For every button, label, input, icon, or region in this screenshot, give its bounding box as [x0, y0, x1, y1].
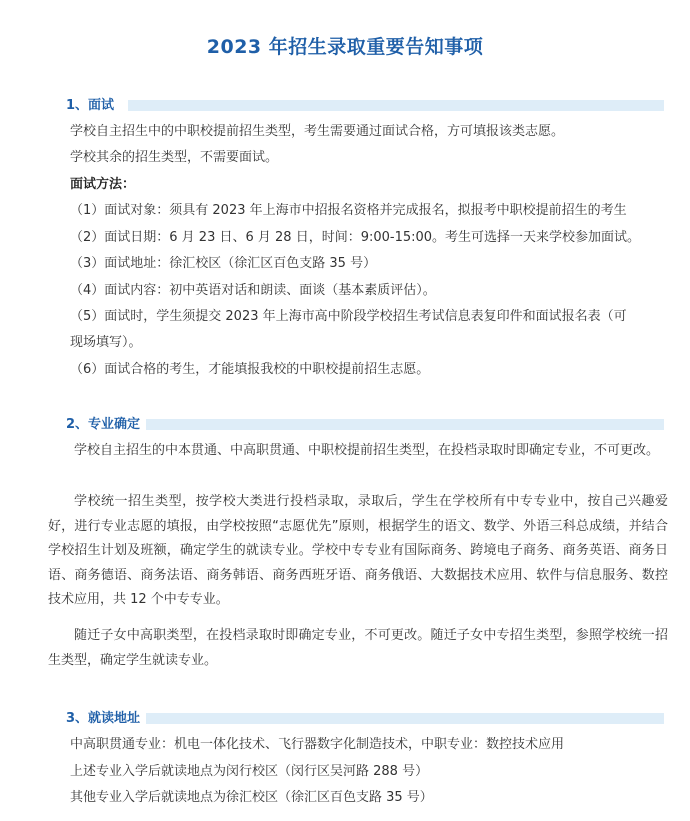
method-item: 现场填写）。 [70, 335, 142, 350]
heading-bar [128, 100, 664, 111]
section-heading-interview [66, 97, 664, 115]
method-item: （3）面试地址：徐汇校区（徐汇区百色支路 35 号） [70, 256, 377, 271]
text-line: 其他专业入学后就读地点为徐汇校区（徐汇区百色支路 35 号） [70, 790, 433, 805]
method-item: （4）面试内容：初中英语对话和朗读、面谈（基本素质评估）。 [70, 283, 436, 298]
text-line: 上述专业入学后就读地点为闵行校区（闵行区吴河路 288 号） [70, 764, 429, 779]
text-line: 学校自主招生中的中职校提前招生类型，考生需要通过面试合格，方可填报该类志愿。 [70, 124, 565, 139]
method-item: （2）面试日期：6 月 23 日、6 月 28 日，时间：9:00-15:00。考生可选择一天来学校参加面试。 [70, 230, 641, 245]
section-heading-address [66, 710, 664, 728]
section-heading-label: 1、面试 [66, 97, 120, 115]
method-item: （6）面试合格的考生，才能填报我校的中职校提前招生志愿。 [70, 362, 430, 377]
section-heading-label: 3、就读地址 [66, 710, 146, 728]
method-item: （1）面试对象：须具有 2023 年上海市中招报名资格并完成报名，拟报考中职校提前招生的考生 [70, 203, 627, 218]
method-item: （5）面试时，学生须提交 2023 年上海市高中阶段学校招生考试信息表复印件和面试报名表（可 [70, 309, 627, 324]
paragraph: 学校自主招生的中本贯通、中高职贯通、中职校提前招生类型，在投档录取时即确定专业，不可更改。 [74, 443, 660, 458]
section-heading-major [66, 416, 664, 434]
method-label: 面试方法： [70, 177, 136, 192]
text-line: 学校其余的招生类型，不需要面试。 [70, 150, 279, 165]
text-line: 中高职贯通专业：机电一体化技术、飞行器数字化制造技术，中职专业：数控技术应用 [70, 737, 565, 752]
paragraph: 随迁子女中高职类型，在投档录取时即确定专业，不可更改。随迁子女中专招生类型，参照学校统一招生类型，确定学生就读专业。 [48, 628, 668, 668]
heading-bar [128, 713, 664, 724]
page-title: 2023 年招生录取重要告知事项 [206, 36, 484, 58]
paragraph: 学校统一招生类型，按学校大类进行投档录取，录取后，学生在学校所有中专专业中，按自己兴趣爱好，进行专业志愿的填报，由学校按照“志愿优先”原则，根据学生的语文、数学、外语三科总成绩，并结合学校招生计划及班额，确定学生的就读专业。学校中专专业有国际商务、跨境电子商务、商务英语、商务日语、商务德语、商务法语、商务韩语、商务西班牙语、商务俄语、大数据技术应用、软件与信息服务、数控技术应用，共 12 个中专专业。 [48, 494, 668, 607]
section-heading-label: 2、专业确定 [66, 416, 146, 434]
heading-bar [128, 419, 664, 430]
